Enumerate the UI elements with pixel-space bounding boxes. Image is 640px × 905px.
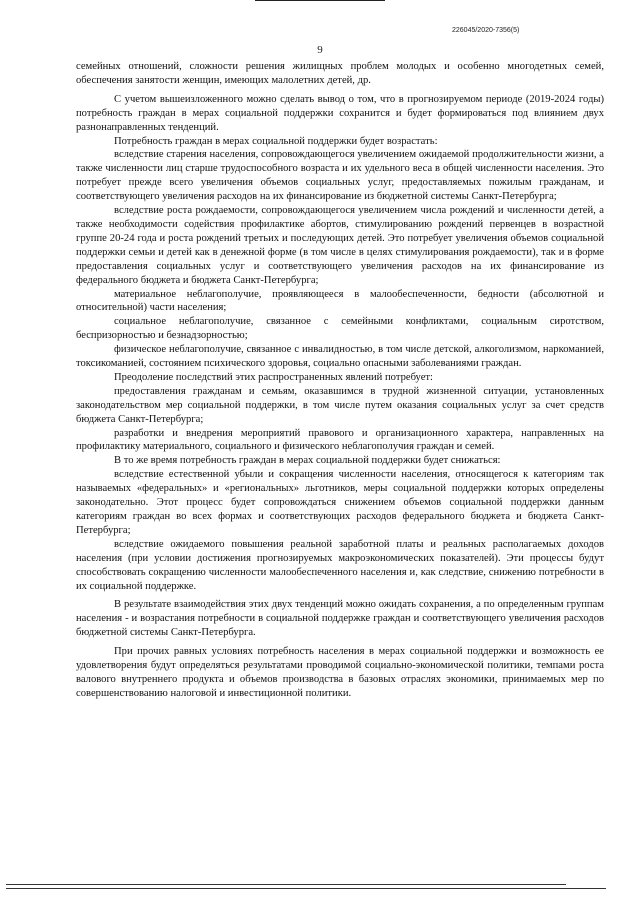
bottom-rule [6, 884, 566, 885]
paragraph: В результате взаимодействия этих двух тенденций можно ожидать сохранения, а по определенным группам населения - и возрастания потребности в социальной поддержке граждан и соответствующего увеличения расходов бюджетной системы Санкт-Петербурга. [76, 599, 604, 639]
paragraph: Преодоление последствий этих распространенных явлений потребует: [114, 371, 433, 383]
paragraph: вследствие роста рождаемости, сопровождающегося увеличением числа рождений и численности детей, а также необходимости содействия профилактике абортов, стимулированию рождений первенцев в возрастной группе 20-24 года и роста рождений третьих и последующих детей. Это потребует увеличения объемов социальной поддержки семьи и детей как в денежной форме (в том числе в целях стимулирования рождаемости), так и в форме предоставления социальных услуг и соответствующего увеличения расходов на их финансирование из федерального бюджета и бюджета Санкт-Петербурга; [76, 205, 604, 286]
page-number: 9 [317, 44, 323, 56]
document-number: 226045/2020-7356(5) [452, 27, 520, 34]
paragraph: Потребность граждан в мерах социальной поддержки будет возрастать: [114, 135, 438, 147]
paragraph: материальное неблагополучие, проявляющееся в малообеспеченности, бедности (абсолютной и относительной) части населения; [76, 288, 604, 314]
paragraph: физическое неблагополучие, связанное с инвалидностью, в том числе детской, алкоголизмом, наркоманией, токсикоманией, состоянием психического здоровья, социально опасными заболеваниями граждан. [76, 344, 604, 370]
top-rule [255, 0, 385, 1]
paragraph: семейных отношений, сложности решения жилищных проблем молодых и особенно многодетных семей, обеспечения занятости женщин, имеющих малолетних детей, др. [76, 61, 604, 86]
paragraph: предоставления гражданам и семьям, оказавшимся в трудной жизненной ситуации, установленных законодательством мер социальной поддержки, в том числе путем оказания социальных услуг за счет средств бюджета Санкт-Петербурга; [76, 385, 604, 425]
paragraph: вследствие старения населения, сопровождающегося увеличением ожидаемой продолжительности жизни, а также численности лиц старше трудоспособного возраста и их удельного веса в общей численности населения. Это потребует прежде всего увеличения объемов социальных услуг, предоставляемых пожилым гражданам, и соответствующего увеличения расходов на их финансирование из бюджетной системы Санкт-Петербурга; [76, 149, 604, 203]
paragraph: разработки и внедрения мероприятий правового и организационного характера, направленных на профилактику материального, социального и физического неблагополучия граждан и семей. [76, 427, 604, 453]
paragraph: В то же время потребность граждан в мерах социальной поддержки будет снижаться: [114, 455, 501, 467]
document-body [76, 60, 604, 701]
paragraph: социальное неблагополучие, связанное с семейными конфликтами, социальным сиротством, беспризорностью и безнадзорностью; [76, 316, 604, 342]
paragraph: При прочих равных условиях потребность населения в мерах социальной поддержки и возможность ее удовлетворения будут определяться результатами проводимой социально-экономической политики, темпами роста валового внутреннего продукта и объемов производства в базовых отраслях экономики, принимаемых мер по совершенствованию налоговой и инвестиционной политики. [76, 646, 604, 699]
paragraph: С учетом вышеизложенного можно сделать вывод о том, что в прогнозируемом периоде (2019-2024 годы) потребность граждан в мерах социальной поддержки сохранится и будет формироваться под влиянием двух разнонаправленных тенденций. [76, 93, 604, 133]
paragraph: вследствие естественной убыли и сокращения численности населения, относящегося к категориям так называемых «федеральных» и «региональных» льготников, меры социальной поддержки которых определены законодательно. Этот процесс будет сопровождаться снижением объемов социальной поддержки данным категориям граждан во всех формах и соответствующих расходов федерального бюджета и бюджета Санкт-Петербурга; [76, 469, 604, 536]
paragraph: вследствие ожидаемого повышения реальной заработной платы и реальных располагаемых доходов населения (при условии достижения прогнозируемых макроэкономических показателей). Эти процессы будут способствовать сокращению численности малообеспеченного населения и, как следствие, снижению потребности в их социальной поддержке. [76, 538, 604, 592]
bottom-rule [6, 888, 606, 889]
